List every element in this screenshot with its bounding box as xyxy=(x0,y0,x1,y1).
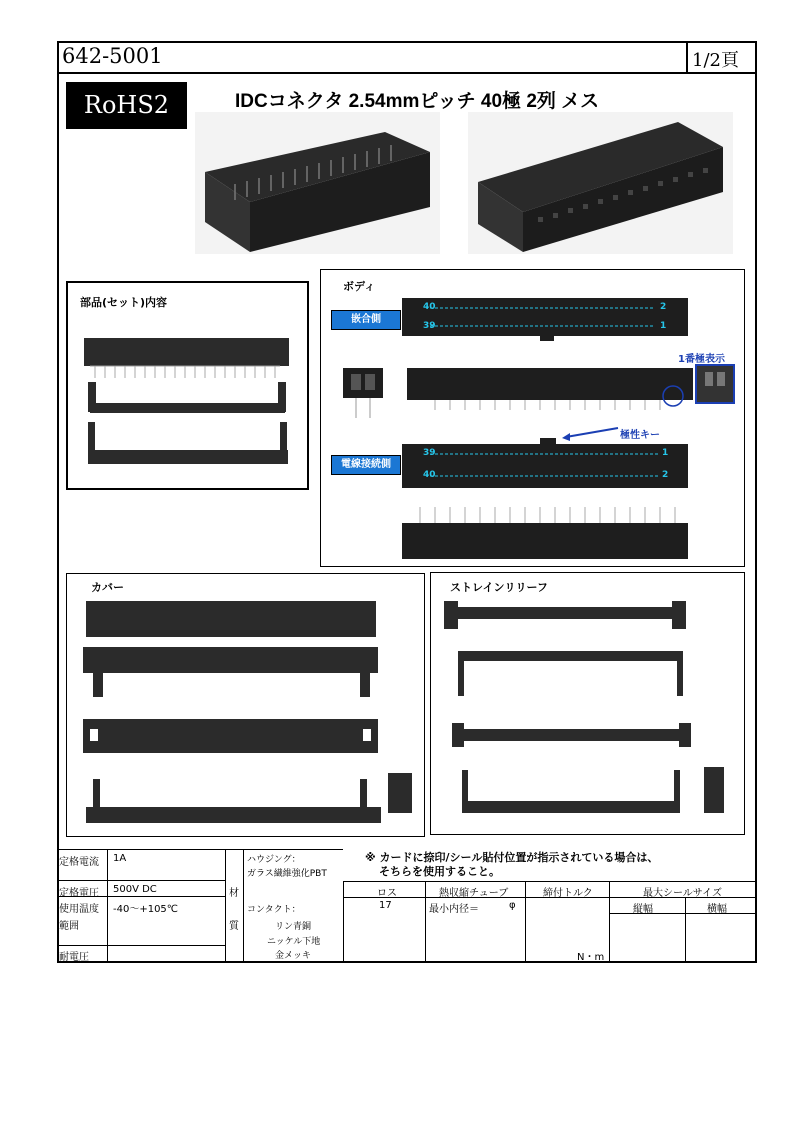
contact-value-2: ニッケル下地 xyxy=(267,937,321,947)
header-divider xyxy=(57,72,757,74)
connector-photo-right xyxy=(468,112,733,254)
voltage-value: 500V DC xyxy=(113,884,157,895)
voltage-label: 定格電圧 xyxy=(59,888,99,899)
seal-label: 最大シールサイズ xyxy=(643,888,722,899)
body-side-photo xyxy=(405,360,695,416)
housing-value: ガラス繊維強化PBT xyxy=(247,869,327,879)
cover-photo xyxy=(78,595,418,830)
note-line-1: ※ カードに捺印/シール貼付位置が指示されている場合は、 xyxy=(365,851,659,864)
body-label: ボディ xyxy=(343,280,376,293)
contact-value-3: 金メッキ xyxy=(275,951,312,961)
pin-2-bottom: 2 xyxy=(662,470,669,480)
pin-1-bottom: 1 xyxy=(662,448,669,458)
tube-phi: φ xyxy=(509,900,516,911)
material-label-1: 材 xyxy=(229,888,239,899)
temp-label-2: 範囲 xyxy=(59,921,79,932)
tube-label: 熱収縮チューブ xyxy=(439,888,509,899)
seal-vertical: 縦幅 xyxy=(633,904,653,915)
housing-label: ハウジング： xyxy=(247,855,301,865)
pin-39-bottom: 39 xyxy=(423,448,436,458)
temp-label-1: 使用温度 xyxy=(59,904,99,915)
connector-photo-left xyxy=(195,112,440,254)
contact-value-1: リン青銅 xyxy=(275,922,312,932)
material-label-2: 質 xyxy=(229,921,239,932)
parts-photo xyxy=(80,330,295,475)
polarity-key-label: 極性キー xyxy=(620,430,660,441)
page-divider xyxy=(686,41,688,73)
spec-table xyxy=(57,849,757,963)
pin-2-top: 2 xyxy=(660,302,667,312)
strain-relief-photo xyxy=(440,595,740,825)
cable-side-label: 電線接続側 xyxy=(331,455,401,475)
torque-label: 締付トルク xyxy=(543,888,593,899)
pin1-indicator-label: 1番極表示 xyxy=(678,354,725,365)
seal-horizontal: 横幅 xyxy=(707,904,727,915)
body-end-photo xyxy=(341,364,385,422)
pin-40-bottom: 40 xyxy=(423,470,436,480)
body-cable-photo xyxy=(400,436,690,494)
strain-relief-label: ストレインリリーフ xyxy=(450,581,548,594)
note-line-2: そちらを使用すること。 xyxy=(379,865,500,878)
body-bottom-photo xyxy=(400,503,690,561)
page-title: IDCコネクタ 2.54mmピッチ 40極 2列 メス xyxy=(235,91,600,112)
contact-label: コンタクト： xyxy=(247,905,301,915)
body-mating-photo xyxy=(400,294,690,342)
temp-value: -40～+105℃ xyxy=(113,904,179,915)
withstand-label: 耐電圧 xyxy=(59,952,89,963)
cover-label: カバー xyxy=(91,581,124,594)
pin1-detail-photo xyxy=(695,364,735,404)
page-number: 1/2頁 xyxy=(692,50,739,71)
pin-1-top: 1 xyxy=(660,321,667,331)
lot-value: 17 xyxy=(379,900,392,911)
torque-unit: N・m xyxy=(577,952,605,963)
parts-label: 部品(セット)内容 xyxy=(80,296,168,309)
mating-side-label: 嵌合側 xyxy=(331,310,401,330)
pin-40-top: 40 xyxy=(423,302,436,312)
current-value: 1A xyxy=(113,853,127,864)
lot-label: ロス xyxy=(377,888,397,899)
current-label: 定格電流 xyxy=(59,857,99,868)
tube-min-label: 最小内径＝ xyxy=(429,904,479,915)
pin-39-top: 39 xyxy=(423,321,436,331)
rohs-badge: RoHS2 xyxy=(66,82,187,129)
part-code: 642-5001 xyxy=(62,44,163,68)
